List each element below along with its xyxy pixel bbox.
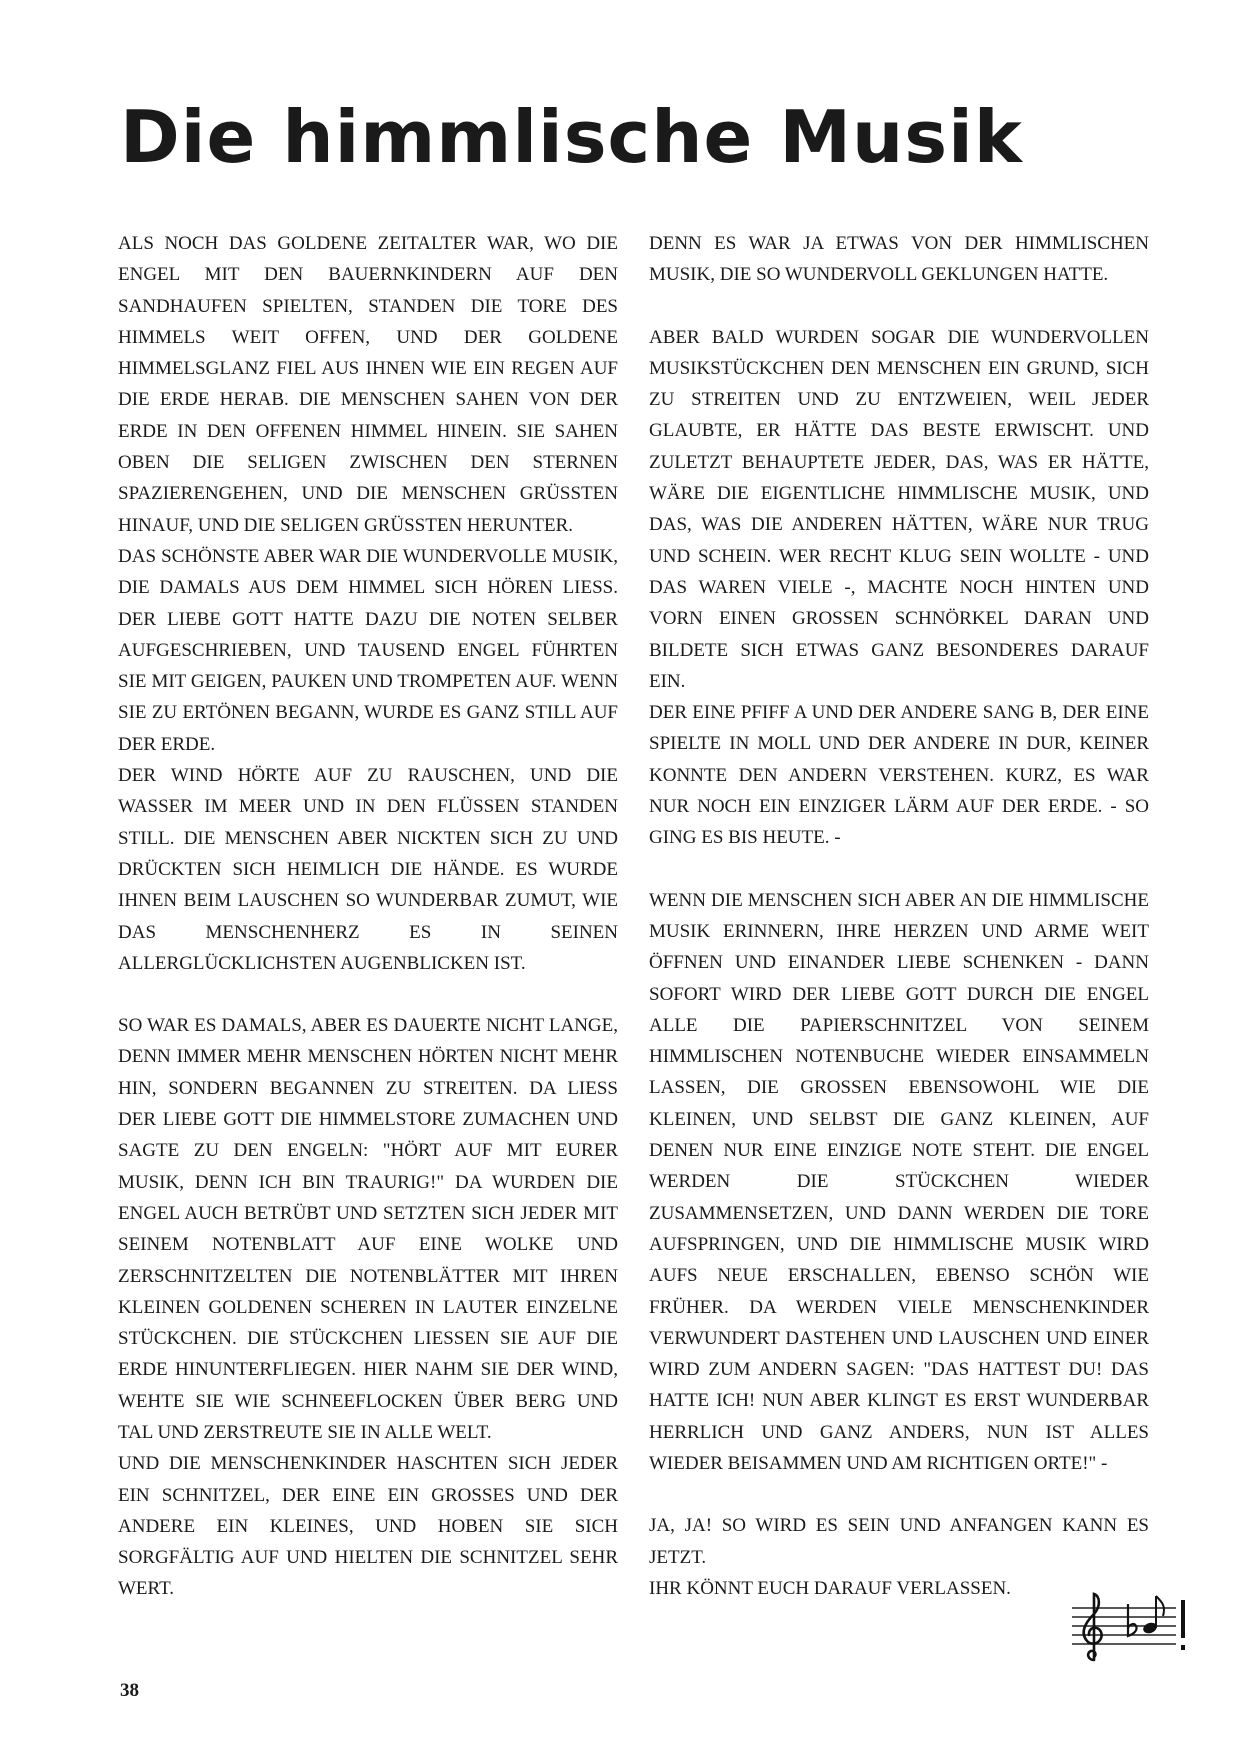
left-column	[118, 228, 618, 1605]
treble-clef-flat-note-icon	[1070, 1590, 1190, 1665]
paragraph: DAS SCHÖNSTE ABER WAR DIE WUNDERVOLLE MUSIK, DIE DAMALS AUS DEM HIMMEL SICH HÖREN LIESS. DER LIEBE GOTT HATTE DAZU DIE NOTEN SELBER AUFGESCHRIEBEN, UND TAUSEND ENGEL FÜHRTEN SIE MIT GEIGEN, PAUKEN UND TROMPETEN AUF. WENN SIE ZU ERTÖNEN BEGANN, WURDE ES GANZ STILL AUF DER ERDE.	[118, 545, 618, 755]
paragraph: IHR KÖNNT EUCH DARAUF VERLASSEN.	[649, 1577, 1011, 1599]
paragraph: SO WAR ES DAMALS, ABER ES DAUERTE NICHT LANGE, DENN IMMER MEHR MENSCHEN HÖRTEN NICHT MEHR HIN, SONDERN BEGANNEN ZU STREITEN. DA LIESS DER LIEBE GOTT DIE HIMMELSTORE ZUMACHEN UND SAGTE ZU DEN ENGELN: "HÖRT AUF MIT EURER MUSIK, DENN ICH BIN TRAURIG!" DA WURDEN DIE ENGEL AUCH BETRÜBT UND SETZTEN SICH JEDER MIT SEINEM NOTENBLATT AUF EINE WOLKE UND ZERSCHNITZELTEN DIE NOTENBLÄTTER MIT IHREN KLEINEN GOLDENEN SCHEREN IN LAUTER EINZELNE STÜCKCHEN. DIE STÜCKCHEN LIESSEN SIE AUF DIE ERDE HINUNTERFLIEGEN. HIER NAHM SIE DER WIND, WEHTE SIE WIE SCHNEEFLOCKEN ÜBER BERG UND TAL UND ZERSTREUTE SIE IN ALLE WELT.	[118, 1015, 618, 1443]
paragraph: UND DIE MENSCHENKINDER HASCHTEN SICH JEDER EIN SCHNITZEL, DER EINE EIN GROSSES UND DER ANDERE EIN KLEINES, UND HOBEN SIE SICH SORGFÄLTIG AUF UND HIELTEN DIE SCHNITZEL SEHR WERT.	[118, 1453, 618, 1600]
paragraph: WENN DIE MENSCHEN SICH ABER AN DIE HIMMLISCHE MUSIK ERINNERN, IHRE HERZEN UND ARME WEIT ÖFFNEN UND EINANDER LIEBE SCHENKEN - DANN SOFORT WIRD DER LIEBE GOTT DURCH DIE ENGEL ALLE DIE PAPIERSCHNITZEL VON SEINEM HIMMLISCHEN NOTENBUCHE WIEDER EINSAMMELN LASSEN, DIE GROSSEN EBENSOWOHL WIE DIE KLEINEN, UND SELBST DIE GANZ KLEINEN, AUF DENEN NUR EINE EINZIGE NOTE STEHT. DIE ENGEL WERDEN DIE STÜCKCHEN WIEDER ZUSAMMENSETZEN, UND DANN WERDEN DIE TORE AUFSPRINGEN, UND DIE HIMMLISCHE MUSIK WIRD AUFS NEUE ERSCHALLEN, EBENSO SCHÖN WIE FRÜHER. DA WERDEN VIELE MENSCHENKINDER VERWUNDERT DASTEHEN UND LAUSCHEN UND EINER WIRD ZUM ANDERN SAGEN: "DAS HATTEST DU! DAS HATTE ICH! NUN ABER KLINGT ES ERST WUNDERBAR HERRLICH UND GANZ ANDERS, NUN IST ALLES WIEDER BEISAMMEN UND AM RICHTIGEN ORTE!" -	[649, 889, 1149, 1474]
right-column	[649, 228, 1149, 1604]
paragraph: DER WIND HÖRTE AUF ZU RAUSCHEN, UND DIE WASSER IM MEER UND IN DEN FLÜSSEN STANDEN STILL. DIE MENSCHEN ABER NICKTEN SICH ZU UND DRÜCKTEN SICH HEIMLICH DIE HÄNDE. ES WURDE IHNEN BEIM LAUSCHEN SO WUNDERBAR ZUMUT, WIE DAS MENSCHENHERZ ES IN SEINEN ALLERGLÜCKLICHSTEN AUGENBLICKEN IST.	[118, 765, 618, 974]
paragraph: ABER BALD WURDEN SOGAR DIE WUNDERVOLLEN MUSIKSTÜCKCHEN DEN MENSCHEN EIN GRUND, SICH ZU STREITEN UND ZU ENTZWEIEN, WEIL JEDER GLAUBTE, ER HÄTTE DAS BESTE ERWISCHT. UND ZULETZT BEHAUPTETE JEDER, DAS, WAS ER HÄTTE, WÄRE DIE EIGENTLICHE HIMMLISCHE MUSIK, UND DAS, WAS DIE ANDEREN HÄTTEN, WÄRE NUR TRUG UND SCHEIN. WER RECHT KLUG SEIN WOLLTE - UND DAS WAREN VIELE -, MACHTE NOCH HINTEN UND VORN EINEN GROSSEN SCHNÖRKEL DARAN UND BILDETE SICH ETWAS GANZ BESONDERES DARAUF EIN.	[649, 326, 1149, 692]
paragraph: DER EINE PFIFF A UND DER ANDERE SANG B, DER EINE SPIELTE IN MOLL UND DER ANDERE IN DUR, KEINER KONNTE DEN ANDERN VERSTEHEN. KURZ, ES WAR NUR NOCH EIN EINZIGER LÄRM AUF DER ERDE. - SO GING ES BIS HEUTE. -	[649, 702, 1149, 849]
paragraph: JA, JA! SO WIRD ES SEIN UND ANFANGEN KANN ES JETZT.	[649, 1515, 1149, 1568]
page-number: 38	[120, 1680, 139, 1701]
paragraph: ALS NOCH DAS GOLDENE ZEITALTER WAR, WO DIE ENGEL MIT DEN BAUERNKINDERN AUF DEN SANDHAUFEN SPIELTEN, STANDEN DIE TORE DES HIMMELS WEIT OFFEN, UND DER GOLDENE HIMMELSGLANZ FIEL AUS IHNEN WIE EIN REGEN AUF DIE ERDE HERAB. DIE MENSCHEN SAHEN VON DER ERDE IN DEN OFFENEN HIMMEL HINEIN. SIE SAHEN OBEN DIE SELIGEN ZWISCHEN DEN STERNEN SPAZIERENGEHEN, UND DIE MENSCHEN GRÜSSTEN HINAUF, UND DIE SELIGEN GRÜSSTEN HERUNTER.	[118, 233, 618, 536]
page-title: Die himmlische Musik	[120, 95, 1023, 179]
paragraph: DENN ES WAR JA ETWAS VON DER HIMMLISCHEN MUSIK, DIE SO WUNDERVOLL GEKLUNGEN HATTE.	[649, 233, 1149, 286]
